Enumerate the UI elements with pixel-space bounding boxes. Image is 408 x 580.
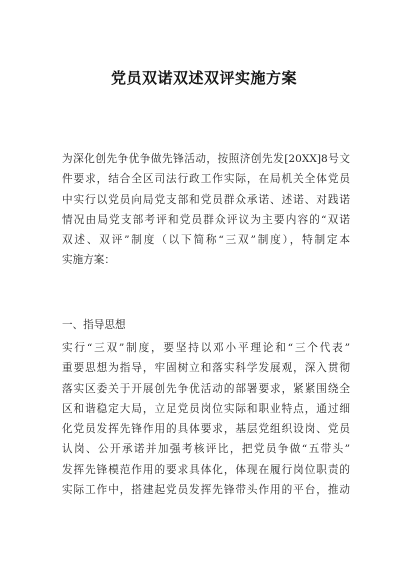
paragraph-line: 实施方案：: [62, 254, 115, 267]
paragraph-line: 为深化创先争优争做先锋活动，按照济创先发[20XX]8号文: [62, 153, 350, 165]
paragraph-line: 发挥先锋模范作用的要求具体化，体现在履行岗位职责的: [62, 463, 350, 476]
paragraph-line: 中实行以党员向局党支部和党员群众承诺、述诺、对践诺: [62, 193, 350, 206]
paragraph-line: 重要思想为指导，牢固树立和落实科学发展观，深入贯彻: [62, 362, 350, 375]
paragraph-line: 情况由局党支部考评和党员群众评议为主要内容的“双诺: [62, 213, 350, 226]
paragraph-line: 双述、双评”制度（以下简称“三双”制度），特制定本: [62, 234, 350, 247]
paragraph-line: 实际工作中，搭建起党员发挥先锋带头作用的平台，推动: [62, 484, 350, 497]
paragraph-line: 认岗、公开承诺并加强考核评比，把党员争做“五带头”: [62, 443, 350, 456]
paragraph-line: 件要求，结合全区司法行政工作实际，在局机关全体党员: [62, 173, 350, 186]
paragraph-line: 区和谐稳定大局，立足党员岗位实际和职业特点，通过细: [62, 402, 350, 415]
intro-paragraph: [62, 149, 350, 271]
paragraph-line: 实行“三双”制度，要坚持以邓小平理论和“三个代表”: [62, 342, 350, 354]
document-title: 党员双诺双述双评实施方案: [110, 69, 297, 87]
paragraph-line: 化党员发挥先锋作用的具体要求，基层党组织设岗、党员: [62, 423, 350, 436]
paragraph-line: 落实区委关于开展创先争优活动的部署要求，紧紧围绕全: [62, 382, 350, 395]
section-heading: 一、指导思想: [62, 319, 126, 331]
section-paragraph: [62, 338, 350, 500]
